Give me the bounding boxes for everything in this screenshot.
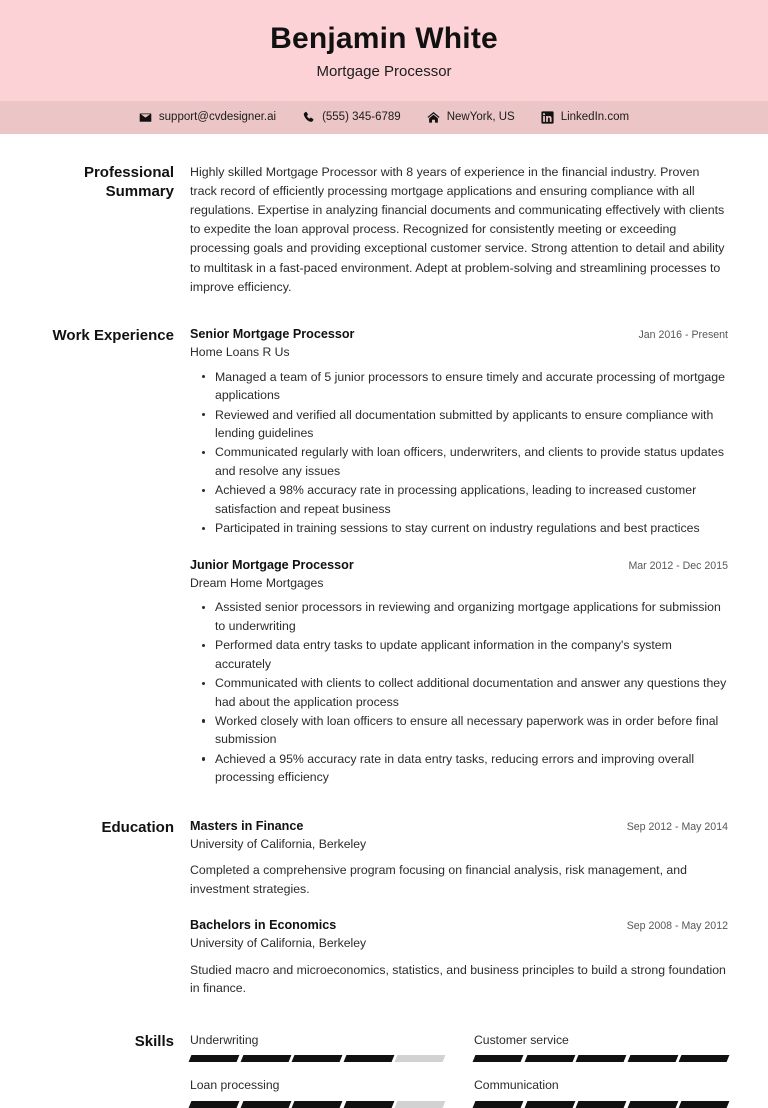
list-item: Reviewed and verified all documentation submitted by applicants to ensure compliance with lending guidelines xyxy=(215,406,728,443)
contact-phone-text: (555) 345-6789 xyxy=(322,111,401,123)
summary-body xyxy=(190,163,728,298)
skill-segment-filled xyxy=(343,1101,393,1108)
contact-bar xyxy=(0,101,768,134)
experience-organization: Dream Home Mortgages xyxy=(190,575,324,590)
skill-segment-filled xyxy=(576,1101,626,1108)
candidate-job-title: Mortgage Processor xyxy=(316,62,452,80)
section-skills xyxy=(40,1000,728,1108)
education-entry-head xyxy=(190,818,728,835)
contact-item-linkedin[interactable] xyxy=(541,111,629,124)
skill-name: Underwriting xyxy=(190,1032,259,1047)
skill-segment-filled xyxy=(524,1101,574,1108)
education-description: Completed a comprehensive program focusing on financial analysis, risk management, and investment strategies. xyxy=(190,863,687,896)
experience-role: Junior Mortgage Processor xyxy=(190,557,354,572)
education-degree: Bachelors in Economics xyxy=(190,918,337,933)
experience-role: Senior Mortgage Processor xyxy=(190,327,355,342)
resume-body xyxy=(0,134,768,1108)
skill-segment-filled xyxy=(240,1055,290,1062)
skill-segment-filled xyxy=(189,1055,239,1062)
skill-segment-filled xyxy=(473,1055,523,1062)
list-item: Participated in training sessions to stay current on industry regulations and best practices xyxy=(215,519,728,537)
education-school: University of California, Berkeley xyxy=(190,936,367,951)
section-label-summary: Professional Summary xyxy=(83,163,174,200)
contact-item-email[interactable] xyxy=(139,111,276,124)
list-item: Assisted senior processors in reviewing and organizing mortgage applications for submission to underwriting xyxy=(215,598,728,635)
skill-name: Communication xyxy=(474,1078,559,1093)
skill-item xyxy=(474,1032,728,1062)
contact-email-text: support@cvdesigner.ai xyxy=(158,111,277,123)
summary-text: Highly skilled Mortgage Processor with 8 years of experience in the financial industry. Proven track record of efficiently processing mortgage applications and ensuring compliance with all regulations. Expertise in analyzing financial documents and communicating effectively with clients to expedite the loan approval process. Recognized for consistently meeting or exceeding processing goals and providing exceptional customer service. Strong attention to detail and ability to multitask in a fast-paced environment. Adept at problem-solving and streamlining processes to improve efficiency. xyxy=(190,164,725,294)
education-dates: Sep 2008 - May 2012 xyxy=(626,920,728,933)
skill-name: Loan processing xyxy=(190,1078,280,1093)
envelope-icon xyxy=(139,111,152,124)
education-entry-head xyxy=(190,917,728,934)
skill-level-bar xyxy=(190,1101,444,1108)
experience-bullets xyxy=(190,598,728,786)
skill-item xyxy=(474,1077,728,1107)
skill-segment-filled xyxy=(627,1101,677,1108)
list-item: Communicated with clients to collect additional documentation and answer any questions they had about the application process xyxy=(215,674,728,711)
experience-entry-head xyxy=(190,326,728,343)
skill-item xyxy=(190,1032,444,1062)
education-entry xyxy=(190,818,728,899)
list-item: Performed data entry tasks to update applicant information in the company's system accurately xyxy=(215,636,728,673)
experience-body xyxy=(190,326,728,789)
contact-item-location[interactable] xyxy=(427,111,515,124)
education-school: University of California, Berkeley xyxy=(190,836,367,851)
section-work-experience xyxy=(40,297,728,789)
section-education xyxy=(40,789,728,1000)
skill-name: Customer service xyxy=(474,1032,569,1047)
skill-segment-filled xyxy=(576,1055,626,1062)
skill-segment-filled xyxy=(473,1101,523,1108)
list-item: Achieved a 98% accuracy rate in processing applications, leading to increased customer satisfaction and repeat business xyxy=(215,481,728,518)
phone-icon xyxy=(302,111,315,124)
skills-body xyxy=(190,1032,728,1108)
education-entry xyxy=(190,917,728,998)
resume-header xyxy=(0,0,768,101)
experience-entry xyxy=(190,326,728,538)
contact-linkedin-text: LinkedIn.com xyxy=(560,111,630,123)
section-label-skills: Skills xyxy=(134,1032,174,1050)
education-body xyxy=(190,818,728,1000)
education-description: Studied macro and microeconomics, statistics, and business principles to build a strong foundation in finance. xyxy=(190,962,726,996)
experience-dates: Jan 2016 - Present xyxy=(638,329,728,342)
linkedin-icon xyxy=(541,111,554,124)
section-label-education: Education xyxy=(101,818,174,836)
skill-segment-empty xyxy=(395,1055,445,1062)
skill-segment-filled xyxy=(292,1055,342,1062)
list-item: Managed a team of 5 junior processors to ensure timely and accurate processing of mortgage applications xyxy=(215,368,728,405)
skills-grid xyxy=(190,1032,728,1108)
list-item: Achieved a 95% accuracy rate in data entry tasks, reducing errors and improving overall processing efficiency xyxy=(215,750,728,787)
education-degree: Masters in Finance xyxy=(190,818,304,833)
contact-item-phone[interactable] xyxy=(302,111,401,124)
experience-dates: Mar 2012 - Dec 2015 xyxy=(628,559,728,572)
education-dates: Sep 2012 - May 2014 xyxy=(626,820,728,833)
experience-bullets xyxy=(190,368,728,538)
experience-entry xyxy=(190,557,728,787)
list-item: Communicated regularly with loan officers, underwriters, and clients to provide status updates and resolve any issues xyxy=(215,443,728,480)
candidate-name: Benjamin White xyxy=(270,22,498,55)
skill-segment-filled xyxy=(679,1101,729,1108)
skill-segment-filled xyxy=(189,1101,239,1108)
experience-entry-head xyxy=(190,557,728,574)
skill-level-bar xyxy=(474,1055,728,1062)
contact-location-text: NewYork, US xyxy=(446,111,515,123)
home-icon xyxy=(427,111,440,124)
skill-level-bar xyxy=(190,1055,444,1062)
section-professional-summary xyxy=(40,134,728,298)
skill-segment-filled xyxy=(679,1055,729,1062)
skill-segment-filled xyxy=(627,1055,677,1062)
section-label-experience: Work Experience xyxy=(52,327,174,345)
skill-segment-filled xyxy=(240,1101,290,1108)
skill-segment-empty xyxy=(395,1101,445,1108)
skill-segment-filled xyxy=(292,1101,342,1108)
experience-organization: Home Loans R Us xyxy=(190,345,290,360)
skill-segment-filled xyxy=(524,1055,574,1062)
skill-segment-filled xyxy=(343,1055,393,1062)
skill-level-bar xyxy=(474,1101,728,1108)
list-item: Worked closely with loan officers to ensure all necessary paperwork was in order before final submission xyxy=(215,712,728,749)
skill-item xyxy=(190,1077,444,1107)
